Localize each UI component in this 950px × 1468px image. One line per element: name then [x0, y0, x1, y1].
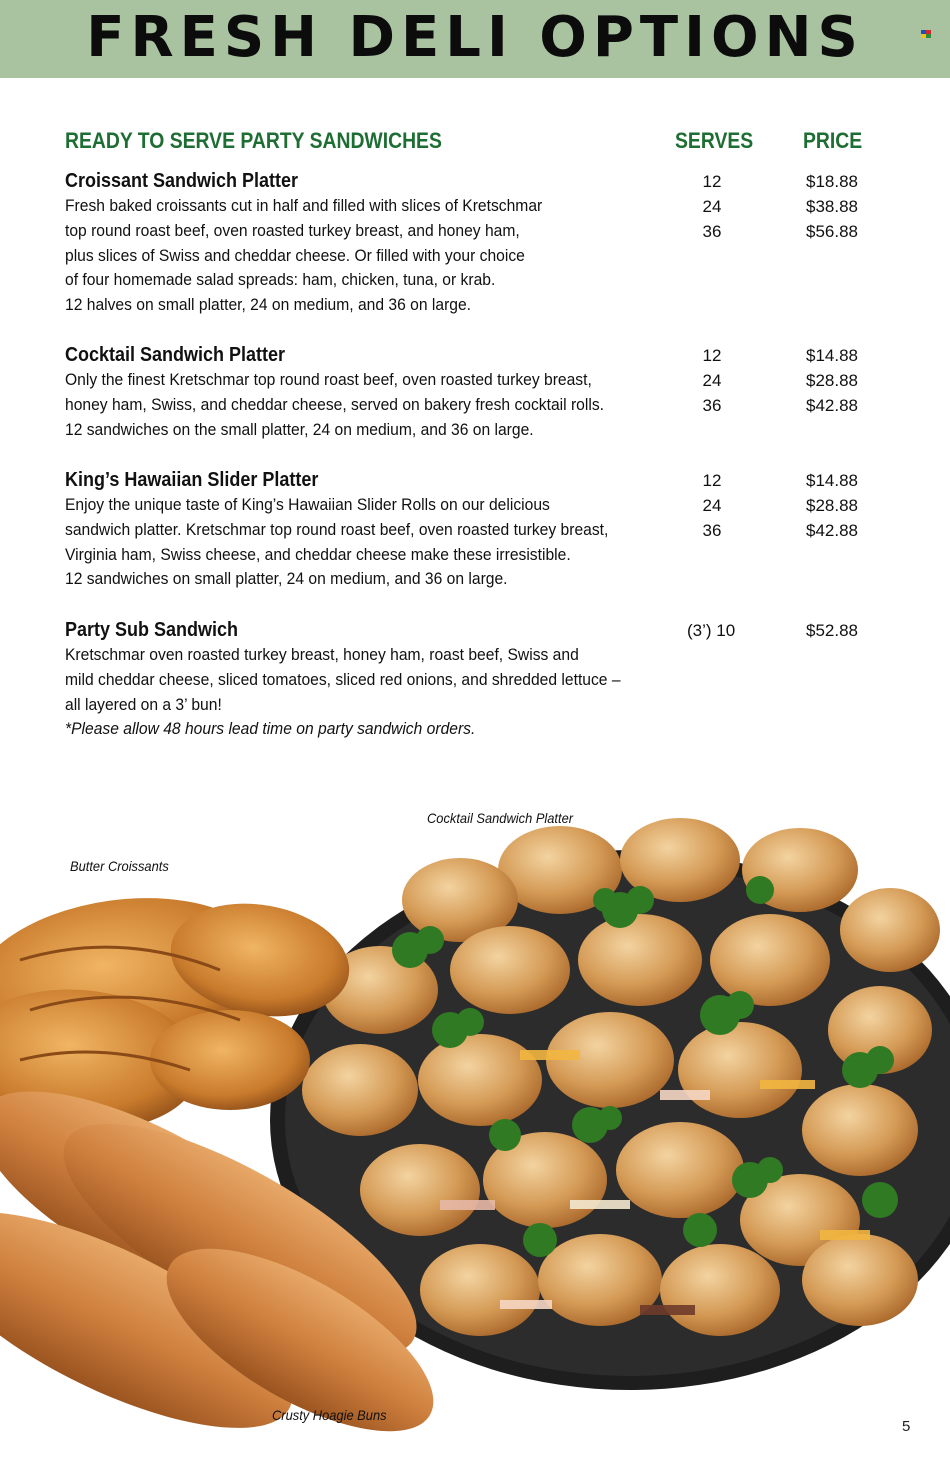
item-name: Party Sub Sandwich: [65, 619, 239, 641]
column-header-serves: SERVES: [675, 128, 754, 153]
price-table: [65, 469, 885, 543]
price-value: $42.88: [806, 520, 858, 540]
serves-value: 36: [702, 520, 722, 540]
price-value: $14.88: [806, 346, 858, 365]
price-table: [65, 170, 885, 244]
item-desc-line: top round roast beef, oven roasted turkey breast, and honey ham,: [65, 220, 520, 240]
item-desc-line: plus slices of Swiss and cheddar cheese. Or filled with your choice: [65, 245, 525, 265]
item-desc-line: mild cheddar cheese, sliced tomatoes, sliced red onions, and shredded lettuce –: [65, 669, 621, 689]
price-value: $56.88: [806, 221, 858, 241]
item-desc-line: Enjoy the unique taste of King’s Hawaiian Slider Rolls on our delicious: [65, 495, 550, 514]
item-desc-line: 12 halves on small platter, 24 on medium, and 36 on large.: [65, 295, 472, 315]
item-desc-line: Only the finest Kretschmar top round roast beef, oven roasted turkey breast,: [65, 370, 592, 389]
caption-hoagie-buns: Crusty Hoagie Buns: [272, 1407, 387, 1423]
item-desc-line: sandwich platter. Kretschmar top round roast beef, oven roasted turkey breast,: [65, 519, 609, 539]
serves-value: 12: [702, 172, 722, 191]
small-flag-logo-icon: [921, 30, 931, 38]
item-desc-line: Kretschmar oven roasted turkey breast, honey ham, roast beef, Swiss and: [65, 645, 579, 664]
item-desc-line: Fresh baked croissants cut in half and filled with slices of Kretschmar: [65, 196, 543, 215]
price-value: $38.88: [806, 196, 858, 216]
column-header-price: PRICE: [803, 128, 863, 153]
serves-value: 12: [702, 346, 722, 365]
item-name: King’s Hawaiian Slider Platter: [65, 469, 319, 491]
item-desc-line: 12 sandwiches on the small platter, 24 on medium, and 36 on large.: [65, 419, 534, 439]
serves-value: 36: [702, 221, 722, 241]
page-number: 5: [902, 1418, 911, 1435]
menu-item-cocktail-platter: [65, 342, 885, 442]
lead-time-note: *Please allow 48 hours lead time on party sandwich orders.: [65, 719, 476, 739]
price-table: [65, 344, 885, 418]
menu-item-party-sub: [65, 617, 885, 742]
price-value: $14.88: [806, 471, 858, 490]
serves-value: 24: [702, 370, 722, 390]
menu-item-kings-hawaiian-platter: [65, 467, 885, 592]
section-heading: READY TO SERVE PARTY SANDWICHES: [65, 128, 442, 153]
item-desc-line: honey ham, Swiss, and cheddar cheese, served on bakery fresh cocktail rolls.: [65, 394, 604, 414]
item-desc-line: 12 sandwiches on small platter, 24 on medium, and 36 on large.: [65, 569, 508, 589]
serves-value: 24: [702, 495, 722, 515]
item-desc-line: of four homemade salad spreads: ham, chicken, tuna, or krab.: [65, 270, 496, 290]
caption-butter-croissants: Butter Croissants: [70, 858, 169, 874]
item-desc-line: all layered on a 3’ bun!: [65, 694, 222, 714]
price-value: $42.88: [806, 395, 858, 415]
serves-value: (3’) 10: [687, 621, 736, 640]
menu-item-croissant-platter: [65, 168, 885, 318]
item-name: Cocktail Sandwich Platter: [65, 344, 286, 366]
price-value: $52.88: [806, 621, 858, 640]
item-name: Croissant Sandwich Platter: [65, 170, 299, 192]
serves-value: 36: [702, 395, 722, 415]
price-table: [65, 619, 885, 644]
price-value: $28.88: [806, 370, 858, 390]
serves-value: 12: [702, 471, 722, 490]
item-desc-line: Virginia ham, Swiss cheese, and cheddar cheese make these irresistible.: [65, 544, 571, 564]
page-title: FRESH DELI OPTIONS: [86, 5, 864, 70]
serves-value: 24: [702, 196, 722, 216]
price-value: $28.88: [806, 495, 858, 515]
price-value: $18.88: [806, 172, 858, 191]
caption-cocktail-platter: Cocktail Sandwich Platter: [427, 810, 574, 826]
